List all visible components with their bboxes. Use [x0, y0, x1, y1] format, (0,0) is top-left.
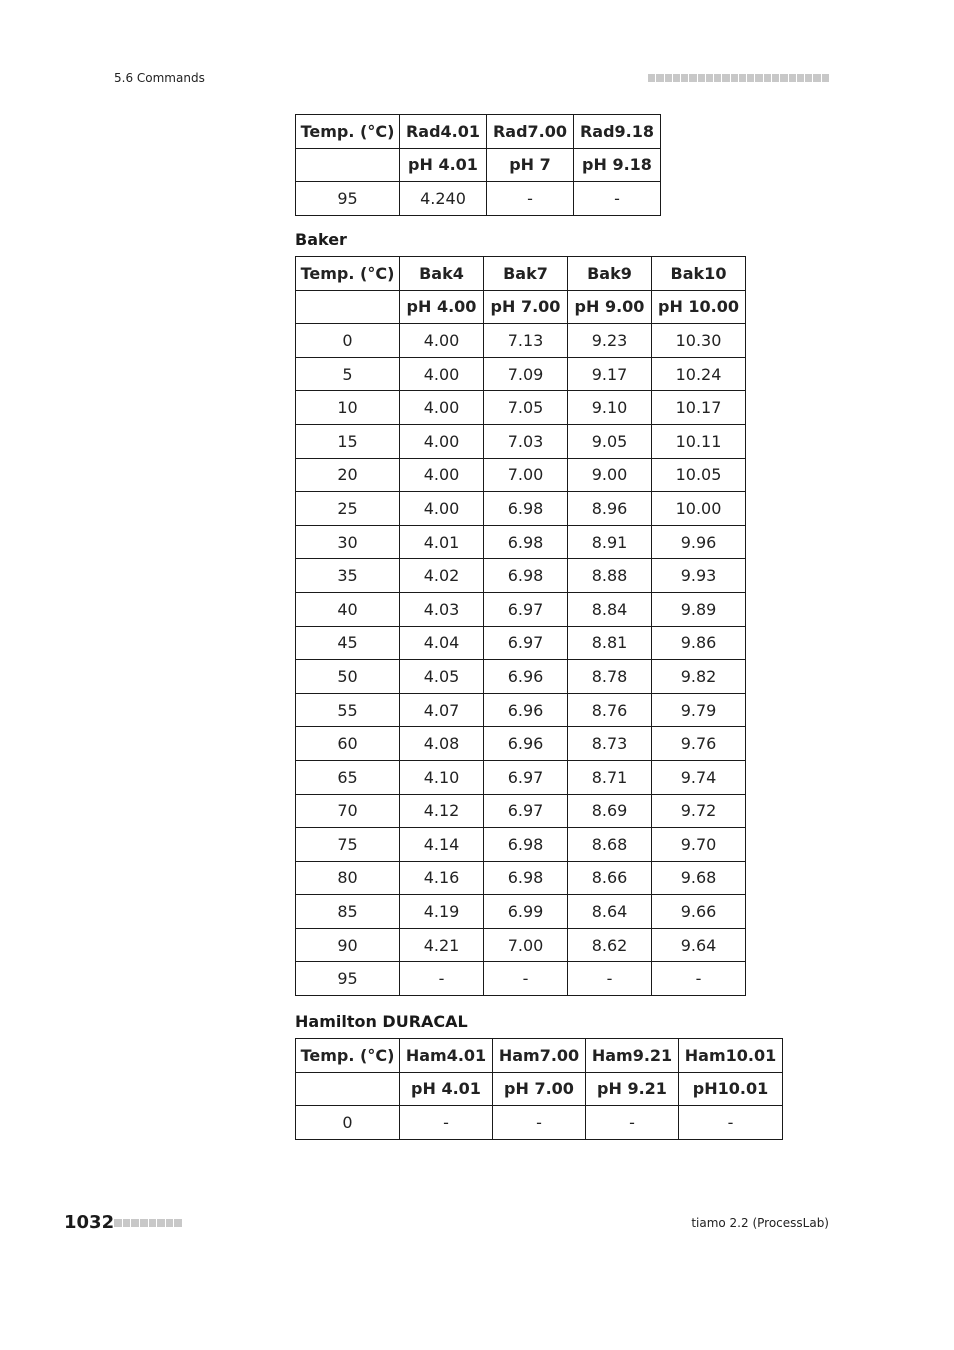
table-cell: 4.03	[400, 592, 484, 626]
table-cell: 10.17	[652, 391, 746, 425]
dot-decoration	[114, 1219, 122, 1227]
table-cell: Ham9.21	[586, 1039, 679, 1073]
table-cell: 7.00	[484, 928, 568, 962]
dot-decoration	[797, 74, 804, 82]
table-cell: 9.64	[652, 928, 746, 962]
table-cell	[296, 290, 400, 324]
table-cell: 9.10	[568, 391, 652, 425]
dot-decoration	[665, 74, 672, 82]
table-cell: 0	[296, 324, 400, 358]
table-cell: 80	[296, 861, 400, 895]
baker-title: Baker	[295, 230, 347, 249]
radiometer-table	[295, 114, 661, 216]
table-cell: 4.21	[400, 928, 484, 962]
table-cell: 6.96	[484, 660, 568, 694]
table-row	[296, 828, 746, 862]
table-cell: pH 7.00	[484, 290, 568, 324]
table-cell: Rad7.00	[487, 115, 574, 149]
table-cell: 9.23	[568, 324, 652, 358]
table-cell: Bak10	[652, 257, 746, 291]
dot-decoration	[747, 74, 754, 82]
dot-decoration	[673, 74, 680, 82]
table-cell: 9.68	[652, 861, 746, 895]
table-cell: 6.97	[484, 626, 568, 660]
table-cell: 8.66	[568, 861, 652, 895]
table-cell: -	[487, 182, 574, 216]
table-cell: 35	[296, 559, 400, 593]
dot-decoration	[131, 1219, 139, 1227]
table-cell: Ham10.01	[679, 1039, 783, 1073]
table-cell	[296, 148, 400, 182]
table-cell: 6.98	[484, 525, 568, 559]
table-row	[296, 182, 661, 216]
table-cell: 10.30	[652, 324, 746, 358]
table-cell: 6.98	[484, 861, 568, 895]
subheader-row	[296, 1072, 783, 1106]
table-cell: 45	[296, 626, 400, 660]
table-cell: 6.96	[484, 693, 568, 727]
table-cell: 75	[296, 828, 400, 862]
table-cell: 90	[296, 928, 400, 962]
dot-decoration	[764, 74, 771, 82]
dot-decoration	[174, 1219, 182, 1227]
table-cell: 10.00	[652, 492, 746, 526]
table-cell: 9.93	[652, 559, 746, 593]
subheader-row	[296, 148, 661, 182]
hamilton-title: Hamilton DURACAL	[295, 1012, 468, 1031]
footer-decoration	[114, 1219, 182, 1227]
header-row	[296, 1039, 783, 1073]
table-cell: -	[574, 182, 661, 216]
dot-decoration	[780, 74, 787, 82]
table-cell: 65	[296, 760, 400, 794]
dot-decoration	[689, 74, 696, 82]
table-cell: 7.05	[484, 391, 568, 425]
table-cell: 6.97	[484, 794, 568, 828]
table-cell: pH 10.00	[652, 290, 746, 324]
table-row	[296, 492, 746, 526]
table-row	[296, 592, 746, 626]
table-row	[296, 962, 746, 996]
table-cell: 4.04	[400, 626, 484, 660]
table-cell: Temp. (°C)	[296, 1039, 400, 1073]
table-cell: 5	[296, 357, 400, 391]
dot-decoration	[789, 74, 796, 82]
table-cell: 9.89	[652, 592, 746, 626]
section-title: 5.6 Commands	[114, 71, 205, 85]
table-cell: 8.64	[568, 895, 652, 929]
table-row	[296, 760, 746, 794]
table-cell: 40	[296, 592, 400, 626]
table-cell: 55	[296, 693, 400, 727]
table-cell: -	[400, 962, 484, 996]
table-row	[296, 727, 746, 761]
table-row	[296, 895, 746, 929]
subheader-row	[296, 290, 746, 324]
table-cell: pH 9.00	[568, 290, 652, 324]
table-cell: 4.10	[400, 760, 484, 794]
dot-decoration	[166, 1219, 174, 1227]
table-cell: 0	[296, 1106, 400, 1140]
table-cell: 10.24	[652, 357, 746, 391]
table-cell: -	[493, 1106, 586, 1140]
table-cell: Temp. (°C)	[296, 257, 400, 291]
table-cell: -	[484, 962, 568, 996]
table-cell: 6.98	[484, 828, 568, 862]
table-cell: -	[652, 962, 746, 996]
table-row	[296, 525, 746, 559]
table-cell: 6.98	[484, 559, 568, 593]
table-cell: pH 9.18	[574, 148, 661, 182]
table-row	[296, 391, 746, 425]
table-cell: 7.09	[484, 357, 568, 391]
dot-decoration	[123, 1219, 131, 1227]
table-cell: 10.05	[652, 458, 746, 492]
table-cell: 4.00	[400, 424, 484, 458]
table-cell: 60	[296, 727, 400, 761]
table-cell: 10.11	[652, 424, 746, 458]
table-row	[296, 559, 746, 593]
dot-decoration	[822, 74, 829, 82]
table-cell: 4.05	[400, 660, 484, 694]
table-cell: 8.76	[568, 693, 652, 727]
table-cell: 9.72	[652, 794, 746, 828]
table-cell: 4.00	[400, 391, 484, 425]
table-cell: 9.66	[652, 895, 746, 929]
table-cell: 4.08	[400, 727, 484, 761]
table-cell: 70	[296, 794, 400, 828]
dot-decoration	[772, 74, 779, 82]
table-cell: -	[586, 1106, 679, 1140]
table-row	[296, 861, 746, 895]
table-cell: 9.82	[652, 660, 746, 694]
table-row	[296, 324, 746, 358]
table-cell: 4.00	[400, 357, 484, 391]
table-cell: 7.00	[484, 458, 568, 492]
table-cell: 4.01	[400, 525, 484, 559]
table-cell: 4.19	[400, 895, 484, 929]
table-cell: Rad9.18	[574, 115, 661, 149]
table-cell: 6.99	[484, 895, 568, 929]
table-row	[296, 693, 746, 727]
table-cell: 9.05	[568, 424, 652, 458]
table-cell: 8.96	[568, 492, 652, 526]
table-cell: 4.16	[400, 861, 484, 895]
table-cell: 4.07	[400, 693, 484, 727]
table-row	[296, 357, 746, 391]
table-cell: pH 4.00	[400, 290, 484, 324]
hamilton-table	[295, 1038, 783, 1140]
dot-decoration	[681, 74, 688, 82]
table-row	[296, 928, 746, 962]
dot-decoration	[755, 74, 762, 82]
table-cell: -	[568, 962, 652, 996]
table-cell: 8.78	[568, 660, 652, 694]
table-cell: 4.14	[400, 828, 484, 862]
table-cell: pH 7.00	[493, 1072, 586, 1106]
table-cell: pH 9.21	[586, 1072, 679, 1106]
table-row	[296, 660, 746, 694]
table-cell: 4.00	[400, 492, 484, 526]
dot-decoration	[698, 74, 705, 82]
dot-decoration	[731, 74, 738, 82]
table-cell: 9.96	[652, 525, 746, 559]
table-cell: 6.97	[484, 760, 568, 794]
table-cell: 4.00	[400, 324, 484, 358]
table-cell: pH 4.01	[400, 1072, 493, 1106]
table-cell: -	[400, 1106, 493, 1140]
table-cell: 9.79	[652, 693, 746, 727]
table-cell: 30	[296, 525, 400, 559]
table-cell: 9.17	[568, 357, 652, 391]
table-cell: -	[679, 1106, 783, 1140]
table-cell: 8.81	[568, 626, 652, 660]
table-cell: pH 7	[487, 148, 574, 182]
table-cell: 7.03	[484, 424, 568, 458]
table-cell: Temp. (°C)	[296, 115, 400, 149]
header-row	[296, 257, 746, 291]
table-cell: pH 4.01	[400, 148, 487, 182]
table-cell: 25	[296, 492, 400, 526]
table-cell: 9.70	[652, 828, 746, 862]
table-cell: Ham4.01	[400, 1039, 493, 1073]
table-cell: 4.240	[400, 182, 487, 216]
dot-decoration	[706, 74, 713, 82]
dot-decoration	[739, 74, 746, 82]
table-cell: 8.73	[568, 727, 652, 761]
table-cell: Bak4	[400, 257, 484, 291]
dot-decoration	[648, 74, 655, 82]
table-cell: 95	[296, 962, 400, 996]
table-cell: 6.98	[484, 492, 568, 526]
table-row	[296, 1106, 783, 1140]
dot-decoration	[157, 1219, 165, 1227]
table-row	[296, 794, 746, 828]
page-number: 1032	[64, 1212, 115, 1233]
dot-decoration	[656, 74, 663, 82]
dot-decoration	[813, 74, 820, 82]
table-cell: 4.00	[400, 458, 484, 492]
table-cell: 8.88	[568, 559, 652, 593]
table-cell: Ham7.00	[493, 1039, 586, 1073]
table-row	[296, 626, 746, 660]
baker-table	[295, 256, 746, 996]
table-cell: 15	[296, 424, 400, 458]
header-decoration	[648, 74, 829, 82]
table-cell: 4.02	[400, 559, 484, 593]
dot-decoration	[149, 1219, 157, 1227]
table-cell	[296, 1072, 400, 1106]
table-cell: Bak7	[484, 257, 568, 291]
table-row	[296, 458, 746, 492]
product-name: tiamo 2.2 (ProcessLab)	[691, 1216, 829, 1230]
table-cell: 6.97	[484, 592, 568, 626]
table-cell: 8.84	[568, 592, 652, 626]
table-cell: 8.71	[568, 760, 652, 794]
table-cell: 4.12	[400, 794, 484, 828]
table-cell: 95	[296, 182, 400, 216]
table-cell: Bak9	[568, 257, 652, 291]
dot-decoration	[722, 74, 729, 82]
header-row	[296, 115, 661, 149]
table-cell: 8.91	[568, 525, 652, 559]
table-cell: 85	[296, 895, 400, 929]
table-cell: 7.13	[484, 324, 568, 358]
table-cell: 9.76	[652, 727, 746, 761]
table-row	[296, 424, 746, 458]
table-cell: 9.86	[652, 626, 746, 660]
table-cell: Rad4.01	[400, 115, 487, 149]
dot-decoration	[714, 74, 721, 82]
table-cell: pH10.01	[679, 1072, 783, 1106]
table-cell: 20	[296, 458, 400, 492]
table-cell: 6.96	[484, 727, 568, 761]
table-cell: 9.74	[652, 760, 746, 794]
table-cell: 8.68	[568, 828, 652, 862]
table-cell: 9.00	[568, 458, 652, 492]
dot-decoration	[140, 1219, 148, 1227]
table-cell: 8.69	[568, 794, 652, 828]
table-cell: 10	[296, 391, 400, 425]
table-cell: 50	[296, 660, 400, 694]
table-cell: 8.62	[568, 928, 652, 962]
dot-decoration	[805, 74, 812, 82]
